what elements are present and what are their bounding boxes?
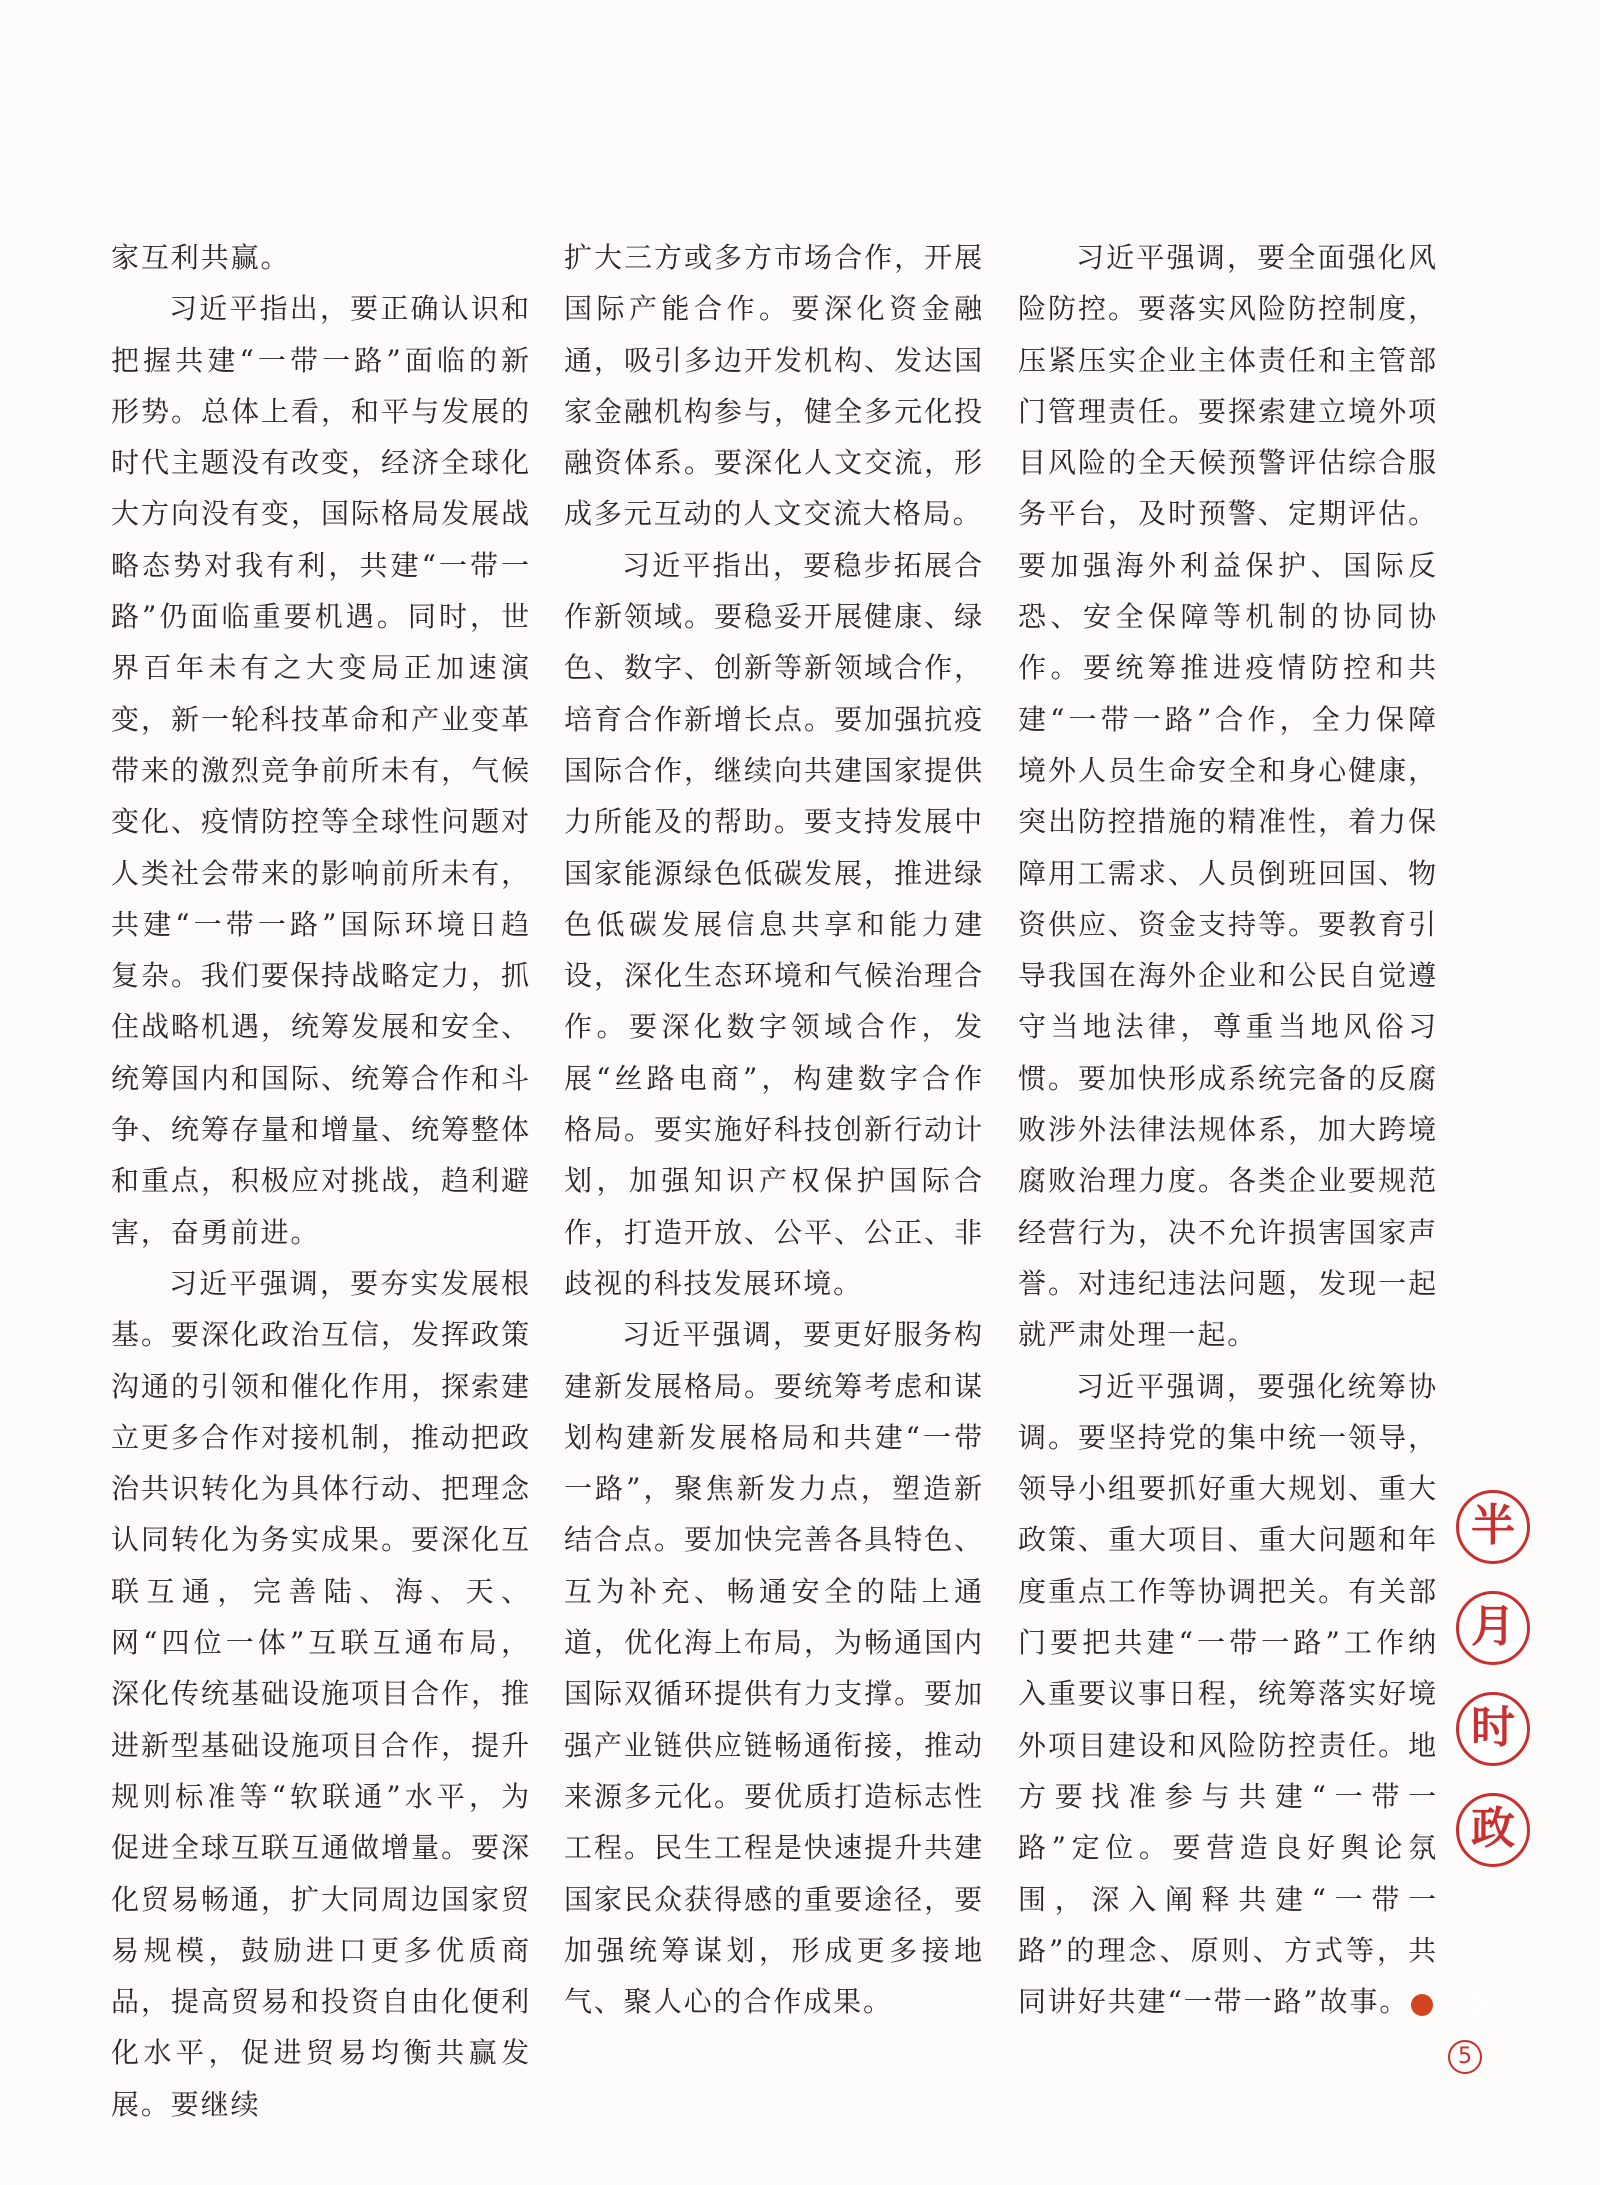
- end-mark-icon: 个: [1411, 1994, 1433, 2016]
- paragraph: 家互利共赢。: [111, 241, 291, 274]
- paragraph: 习近平指出，要正确认识和把握共建“一带一路”面临的新形势。总体上看，和平与发展的时代主题没有改变，经济全球化大方向没有变，国际格局发展战略态势对我有利，共建“一带一路”仍面临重要机遇。同时，世界百年未有之大变局正加速演变，新一轮科技革命和产业变革带来的激烈竞争前所未有，气候变化、疫情防控等全球性问题对人类社会带来的影响前所未有，共建“一带一路”国际环境日趋复杂。我们要保持战略定力，抓住战略机遇，统筹发展和安全、统筹国内和国际、统筹合作和斗争、统筹存量和增量、统筹整体和重点，积极应对挑战，趋利避害，奋勇前进。: [111, 292, 531, 1249]
- section-title-char: 半: [1456, 1490, 1530, 1564]
- paragraph: 习近平指出，要稳步拓展合作新领域。要稳妥开展健康、绿色、数字、创新等新领域合作，培育合作新增长点。要加强抗疫国际合作，继续向共建国家提供力所能及的帮助。要支持发展中国家能源绿色低碳发展，推进绿色低碳发展信息共享和能力建设，深化生态环境和气候治理合作。要深化数字领域合作，发展“丝路电商”，构建数字合作格局。要实施好科技创新行动计划，加强知识产权保护国际合作，打造开放、公平、公正、非歧视的科技发展环境。: [564, 548, 984, 1300]
- text-column-3: [1018, 232, 1484, 2027]
- paragraph-text: 习近平强调，要强化统筹协调。要坚持党的集中统一领导，领导小组要抓好重大规划、重大政策、重大项目、重大问题和年度重点工作等协调把关。有关部门要把共建“一带一路”工作纳入重要议事日程，统筹落实好境外项目建设和风险防控责任。地方要找准参与共建“一带一路”定位。要营造良好舆论氛围，深入阐释共建“一带一路”的理念、原则、方式等，共同讲好共建“一带一路”故事。: [1018, 1369, 1438, 2019]
- paragraph: 习近平强调，要更好服务构建新发展格局。要统筹考虑和谋划构建新发展格局和共建“一带一路”，聚焦新发力点，塑造新结合点。要加快完善各具特色、互为补充、畅通安全的陆上通道，优化海上布局，为畅通国内国际双循环提供有力支撑。要加强产业链供应链畅通衔接，推动来源多元化。要优质打造标志性工程。民生工程是快速提升共建国家民众获得感的重要途径，要加强统筹谋划，形成更多接地气、聚人心的合作成果。: [564, 1318, 984, 2019]
- section-title-vertical: [1456, 1490, 1536, 1894]
- paragraph: 习近平强调，要全面强化风险防控。要落实风险防控制度，压紧压实企业主体责任和主管部门管理责任。要探索建立境外项目风险的全天候预警评估综合服务平台，及时预警、定期评估。要加强海外利益保护、国际反恐、安全保障等机制的协同协作。要统筹推进疫情防控和共建“一带一路”合作，全力保障境外人员生命安全和身心健康，突出防控措施的精准性，着力保障用工需求、人员倒班回国、物资供应、资金支持等。要教育引导我国在海外企业和公民自觉遵守当地法律，尊重当地风俗习惯。要加快形成系统完备的反腐败涉外法律法规体系，加大跨境腐败治理力度。各类企业要规范经营行为，决不允许损害国家声誉。对违纪违法问题，发现一起就严肃处理一起。: [1018, 241, 1438, 1352]
- paragraph: [1018, 1361, 1484, 2028]
- page-number: 5: [1448, 2040, 1482, 2074]
- section-title-char: 月: [1456, 1591, 1530, 1665]
- section-title-char: 时: [1456, 1692, 1530, 1766]
- paragraph: 扩大三方或多方市场合作，开展国际产能合作。要深化资金融通，吸引多边开发机构、发达国家金融机构参与，健全多元化投融资体系。要深化人文交流，形成多元互动的人文交流大格局。: [564, 241, 984, 531]
- text-column-2: [564, 232, 984, 2027]
- paragraph: 习近平强调，要夯实发展根基。要深化政治互信，发挥政策沟通的引领和催化作用，探索建立更多合作对接机制，推动把政治共识转化为具体行动、把理念认同转化为务实成果。要深化互联互通，完善陆、海、天、网“四位一体”互联互通布局，深化传统基础设施项目合作，推进新型基础设施项目合作，提升规则标准等“软联通”水平，为促进全球互联互通做增量。要深化贸易畅通，扩大同周边国家贸易规模，鼓励进口更多优质商品，提高贸易和投资自由化便利化水平，促进贸易均衡共赢发展。要继续: [111, 1266, 531, 2121]
- section-title-char: 政: [1456, 1793, 1530, 1867]
- text-column-1: [111, 232, 531, 2130]
